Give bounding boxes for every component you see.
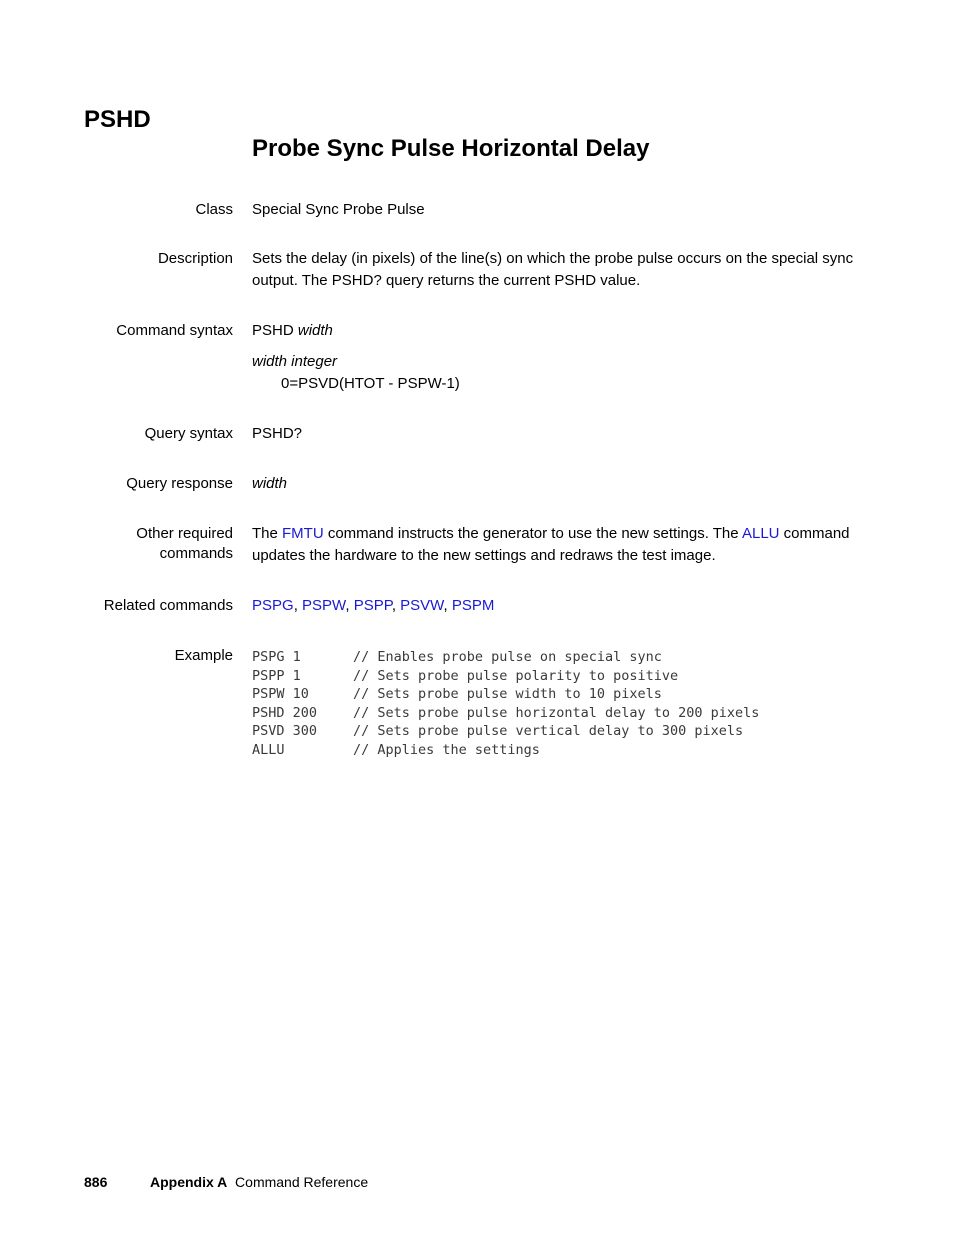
example-line xyxy=(252,685,759,704)
example-comment: // Sets probe pulse width to 10 pixels xyxy=(353,686,662,703)
example-code: PSPP 1 xyxy=(252,667,301,684)
command-title: Probe Sync Pulse Horizontal Delay xyxy=(252,135,650,162)
example-comment: // Sets probe pulse polarity to positive xyxy=(353,667,679,684)
query-syntax-value: PSHD? xyxy=(252,425,303,442)
command-syntax-cmd: PSHD xyxy=(252,322,294,339)
related-link-pspw[interactable]: PSPW xyxy=(302,597,346,614)
related-link-pspp[interactable]: PSPP xyxy=(353,597,392,614)
page-number: 886 xyxy=(84,1174,108,1190)
other-required-text-1: The xyxy=(252,525,283,542)
description-value: Sets the delay (in pixels) of the line(s) on which the probe pulse occurs on the special sync output. The PSHD? query returns the current PSHD value. xyxy=(252,250,854,289)
footer-section-title: Command Reference xyxy=(235,1174,369,1190)
query-response-label: Query response xyxy=(126,475,233,492)
command-syntax-label: Command syntax xyxy=(116,322,233,339)
example-label: Example xyxy=(174,647,233,664)
example-code: PSPW 10 xyxy=(252,686,309,703)
footer-section xyxy=(150,1174,368,1190)
allu-link[interactable]: ALLU xyxy=(741,525,780,542)
example-code: ALLU xyxy=(252,741,285,758)
param-range: 0=PSVD(HTOT - PSPW-1) xyxy=(281,375,460,392)
footer-appendix: Appendix A xyxy=(150,1174,228,1190)
other-required-label-line1: Other required xyxy=(136,525,233,542)
related-link-pspm[interactable]: PSPM xyxy=(451,597,495,614)
example-line xyxy=(252,667,759,686)
example-code-block xyxy=(252,648,759,760)
example-code: PSPG 1 xyxy=(252,649,301,665)
command-syntax-param: width xyxy=(297,322,333,339)
related-separator: , xyxy=(443,597,452,614)
example-comment: // Applies the settings xyxy=(353,741,540,758)
example-line xyxy=(252,722,759,741)
class-value: Special Sync Probe Pulse xyxy=(252,201,425,218)
other-required-label-line2: commands xyxy=(159,545,233,562)
related-separator: , xyxy=(345,597,354,614)
example-comment: // Sets probe pulse vertical delay to 300 pixels xyxy=(353,723,744,740)
example-comment: // Enables probe pulse on special sync xyxy=(353,649,662,665)
param-name: width integer xyxy=(252,353,338,370)
example-code: PSHD 200 xyxy=(252,704,318,721)
example-line xyxy=(252,648,759,667)
example-line xyxy=(252,704,759,723)
description-label: Description xyxy=(157,250,233,267)
related-separator: , xyxy=(293,597,303,614)
command-syntax-value xyxy=(252,320,333,342)
query-syntax-label: Query syntax xyxy=(144,425,233,442)
related-link-psvw[interactable]: PSVW xyxy=(400,597,444,614)
other-required-label xyxy=(0,524,233,564)
related-separator: , xyxy=(391,597,401,614)
example-line xyxy=(252,741,759,760)
related-label: Related commands xyxy=(103,597,233,614)
related-link-pspg[interactable]: PSPG xyxy=(252,597,294,614)
other-required-text-2: command instructs the generator to use the new settings. The xyxy=(323,525,742,542)
example-code: PSVD 300 xyxy=(252,723,318,740)
fmtu-link[interactable]: FMTU xyxy=(282,525,324,542)
command-name: PSHD xyxy=(84,106,151,133)
related-links xyxy=(252,595,494,617)
other-required-text-3: command updates the hardware to the new settings and redraws the test image. xyxy=(252,525,850,564)
other-required-value xyxy=(252,523,877,567)
class-label: Class xyxy=(195,201,233,218)
query-response-value: width xyxy=(252,475,288,492)
example-comment: // Sets probe pulse horizontal delay to 200 pixels xyxy=(353,704,760,721)
